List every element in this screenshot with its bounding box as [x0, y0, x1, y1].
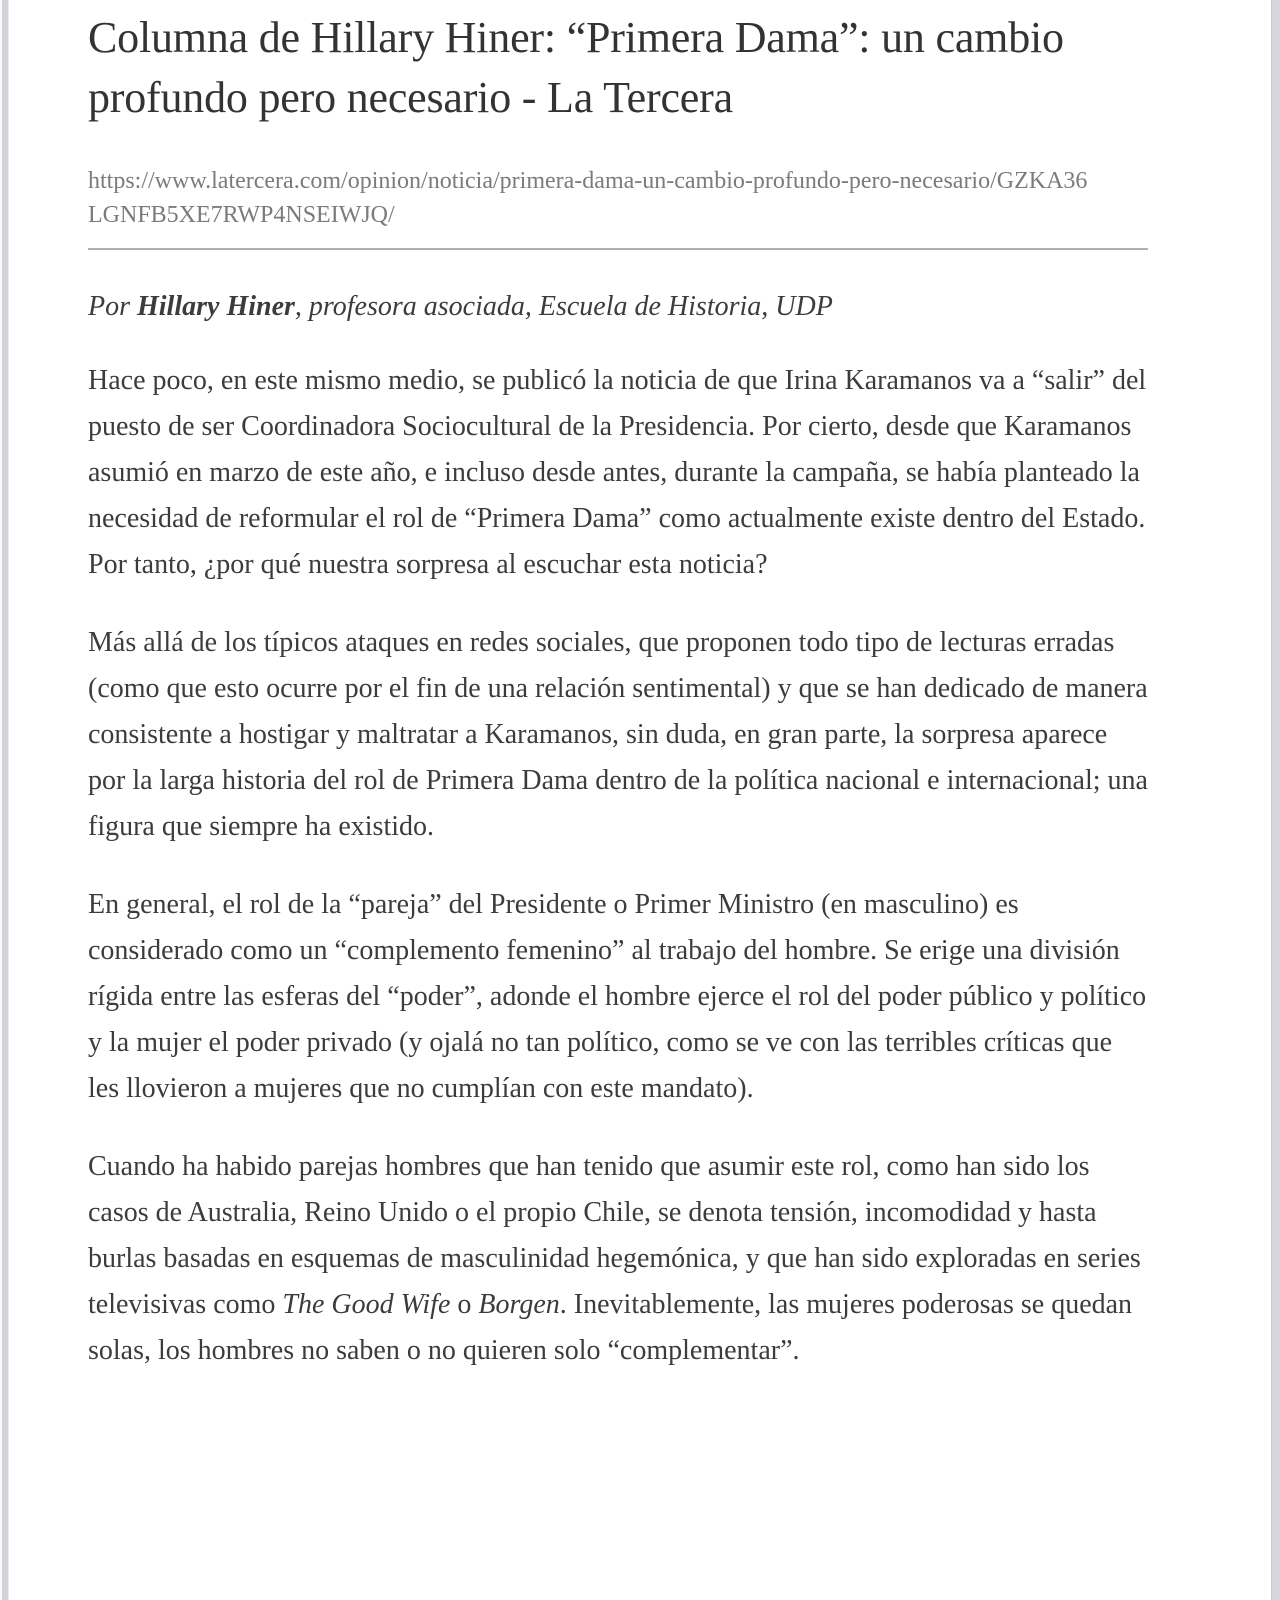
article-paragraph: [88, 620, 1148, 850]
text-segment: . Inevitablemente, las mujeres poderosas se quedan solas, los hombres no saben o no quieren solo “complementar”.: [88, 1289, 1133, 1366]
text-segment: Más allá de los típicos ataques en redes sociales, que proponen todo tipo de lecturas erradas (como que esto ocurre por el fin de una relación sentimental) y que se han dedicado de manera consistente a hostigar y maltratar a Karamanos, sin duda, en gran parte, la sorpresa aparece por la larga historia del rol de Primera Dama dentro de la política nacional e internacional; una figura que siempre ha existido.: [88, 627, 1148, 842]
article-url: https://www.latercera.com/opinion/noticia/primera-dama-un-cambio-profundo-pero-necesario/GZKA36LGNFB5XE7RWP4NSEIWJQ/: [88, 168, 1088, 228]
page-title: Columna de Hillary Hiner: “Primera Dama”: un cambio profundo pero necesario - La Tercera: [88, 13, 1064, 122]
text-segment: o: [450, 1289, 479, 1320]
text-segment: Cuando ha habido parejas hombres que han tenido que asumir este rol, como han sido los casos de Australia, Reino Unido o el propio Chile, se denota tensión, incomodidad y hasta burlas basadas en esquemas de masculinidad hegemónica, y que han sido exploradas en series televisivas como: [88, 1151, 1141, 1320]
byline: [88, 284, 1148, 330]
text-segment: En general, el rol de la “pareja” del Presidente o Primer Ministro (en masculino) es considerado como un “complemento femenino” al trabajo del hombre. Se erige una división rígida entre las esferas del “poder”, adonde el hombre ejerce el rol del poder público y político y la mujer el poder privado (y ojalá no tan político, como se ve con las terribles críticas que les llovieron a mujeres que no cumplían con este mandato).: [88, 889, 1147, 1104]
divider: [88, 248, 1148, 250]
text-segment: Hace poco, en este mismo medio, se publicó la noticia de que Irina Karamanos va a “salir” del puesto de ser Coordinadora Sociocultural de la Presidencia. Por cierto, desde que Karamanos asumió en marzo de este año, e incluso desde antes, durante la campaña, se había planteado la necesidad de reformular el rol de “Primera Dama” como actualmente existe dentro del Estado. Por tanto, ¿por qué nuestra sorpresa al escuchar esta noticia?: [88, 365, 1147, 580]
page-edge-left: [0, 0, 9, 1600]
italic-text: Borgen: [478, 1289, 560, 1320]
byline-author: Hillary Hiner: [137, 291, 295, 322]
article-paragraph: [88, 1144, 1148, 1374]
article-paragraph: [88, 358, 1148, 588]
article-body: [88, 358, 1160, 1374]
byline-prefix: Por: [88, 291, 137, 322]
article-paragraph: [88, 882, 1148, 1112]
italic-text: The Good Wife: [282, 1289, 451, 1320]
byline-affiliation: , profesora asociada, Escuela de Historia, UDP: [294, 291, 833, 322]
page-edge-right: [1271, 0, 1280, 1600]
